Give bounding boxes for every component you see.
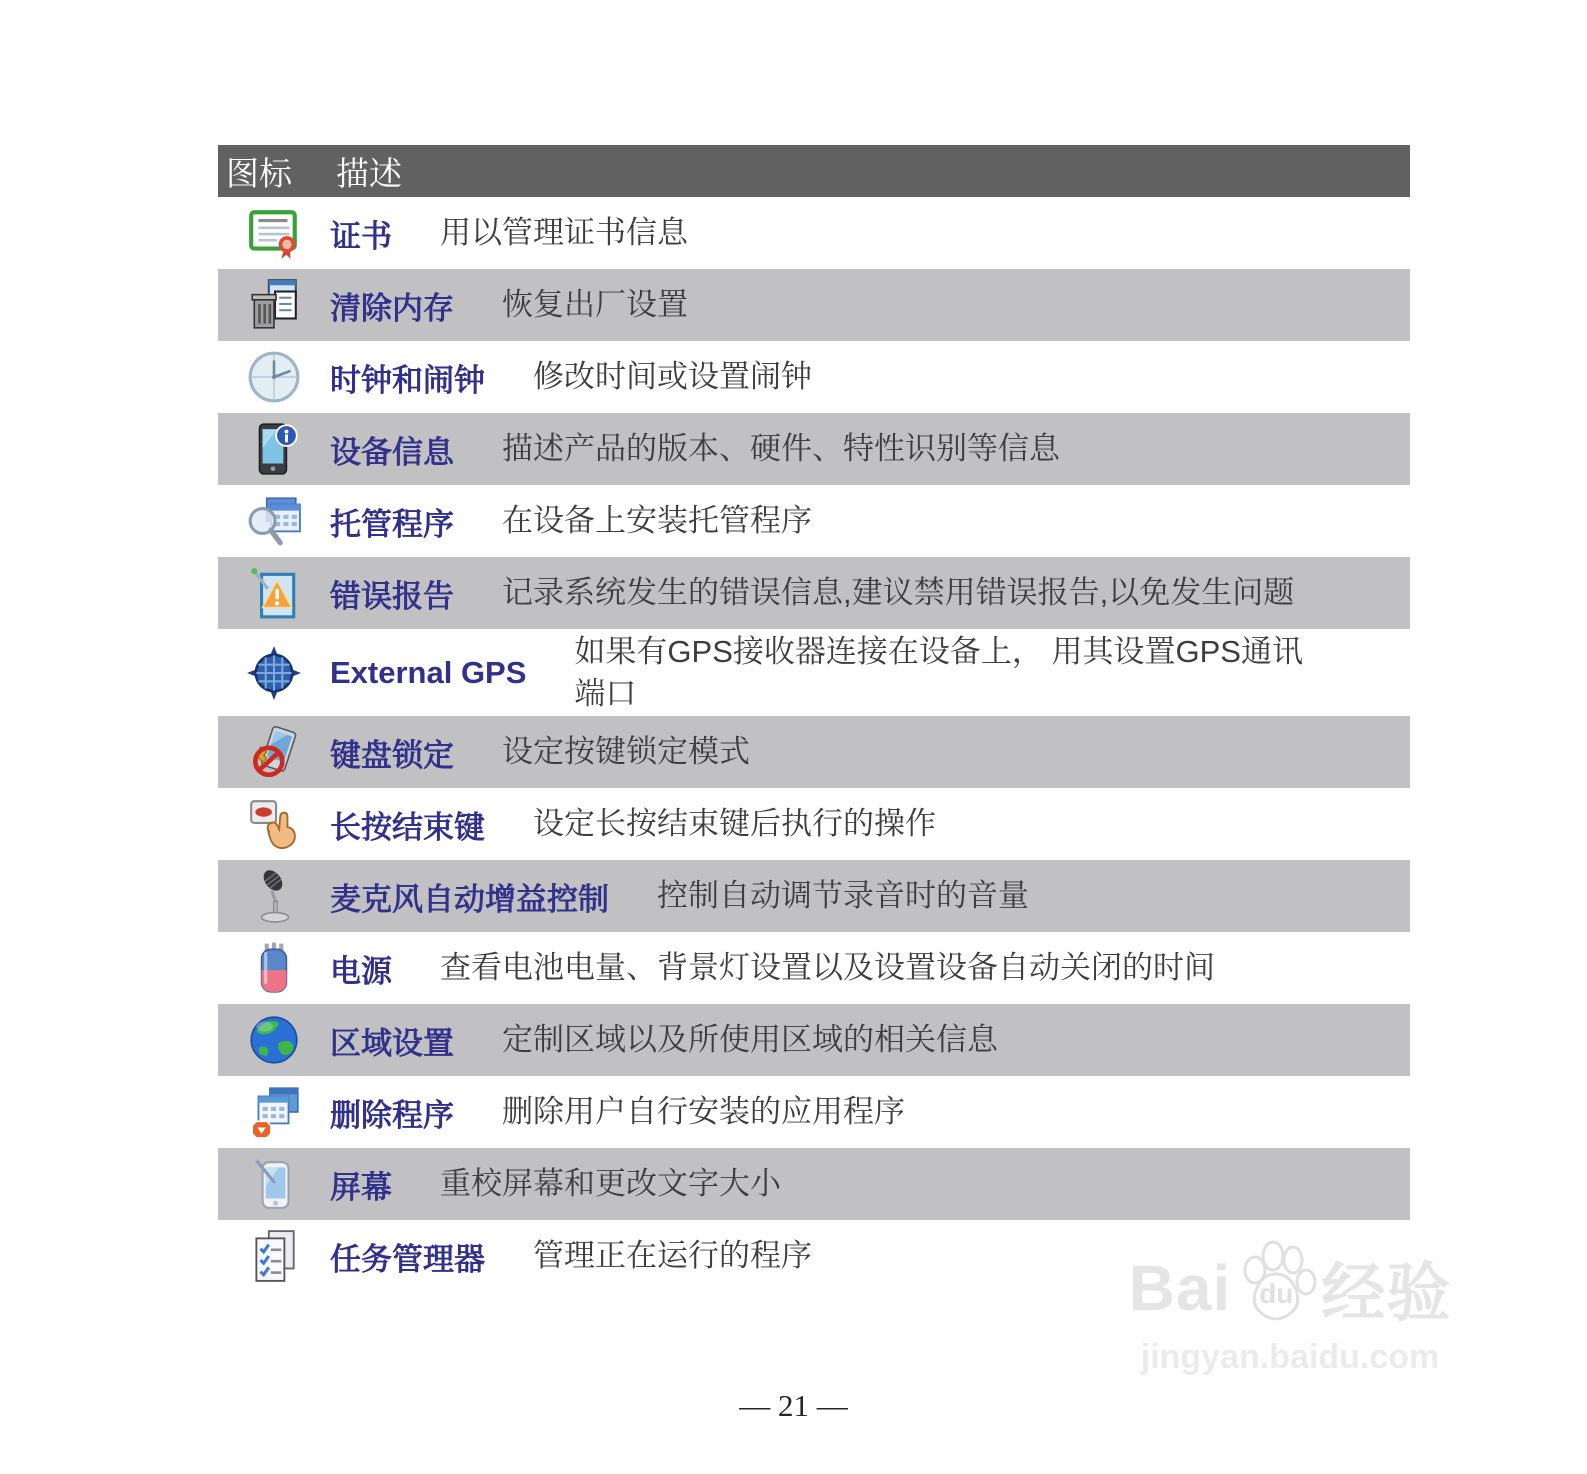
table-row <box>218 716 1410 788</box>
setting-name: 错误报告 <box>330 578 454 614</box>
setting-description: 修改时间或设置闹钟 <box>533 359 812 395</box>
setting-description: 定制区域以及所使用区域的相关信息 <box>502 1022 998 1058</box>
setting-name: 麦克风自动增益控制 <box>330 881 609 917</box>
setting-name: 设备信息 <box>330 434 454 470</box>
setting-description: 查看电池电量、背景灯设置以及设置设备自动关闭的时间 <box>440 950 1215 986</box>
clear-storage-icon <box>218 277 330 333</box>
setting-description-line1: 如果有GPS接收器连接在设备上， 用其设置GPS通讯 <box>574 634 1303 669</box>
table-row <box>218 1004 1410 1076</box>
watermark-url: jingyan.baidu.com <box>1140 1338 1440 1376</box>
table-row <box>218 1076 1410 1148</box>
long-press-end-key-icon <box>218 796 330 852</box>
setting-name: 屏幕 <box>330 1169 392 1205</box>
setting-name: 清除内存 <box>330 290 454 326</box>
microphone-icon <box>218 868 330 924</box>
external-gps-icon <box>218 645 330 701</box>
table-row <box>218 1148 1410 1220</box>
key-lock-icon <box>218 724 330 780</box>
device-info-icon <box>218 421 330 477</box>
setting-description: 设定按键锁定模式 <box>502 734 750 770</box>
setting-description <box>574 631 1303 714</box>
error-report-icon <box>218 565 330 621</box>
table-row <box>218 932 1410 1004</box>
setting-name: External GPS <box>330 654 527 690</box>
watermark-du-text: du <box>1259 1277 1294 1309</box>
setting-name: 任务管理器 <box>330 1241 485 1277</box>
setting-description: 控制自动调节录音时的音量 <box>657 878 1029 914</box>
clock-alarm-icon <box>218 349 330 405</box>
setting-description: 设定长按结束键后执行的操作 <box>533 806 936 842</box>
settings-icon-table <box>218 145 1410 1292</box>
setting-name: 区域设置 <box>330 1025 454 1061</box>
setting-name: 长按结束键 <box>330 809 485 845</box>
table-row <box>218 629 1410 716</box>
table-row <box>218 485 1410 557</box>
watermark-brand <box>1105 1240 1475 1336</box>
setting-description: 删除用户自行安装的应用程序 <box>502 1094 905 1130</box>
watermark-jingyan-text: 经验 <box>1321 1257 1452 1329</box>
watermark-bai-text: Bai <box>1128 1252 1232 1324</box>
setting-description: 管理正在运行的程序 <box>533 1238 812 1274</box>
certificate-icon <box>218 205 330 261</box>
setting-name: 电源 <box>330 953 392 989</box>
setting-description: 恢复出厂设置 <box>502 287 688 323</box>
table-row <box>218 557 1410 629</box>
setting-name: 时钟和闹钟 <box>330 362 485 398</box>
baidu-jingyan-watermark <box>1105 1240 1475 1377</box>
setting-name: 键盘锁定 <box>330 737 454 773</box>
table-row <box>218 341 1410 413</box>
setting-description-line2: 端口 <box>574 675 637 711</box>
table-header-bar <box>218 145 1410 197</box>
table-row <box>218 788 1410 860</box>
setting-name: 证书 <box>330 218 392 254</box>
managed-programs-icon <box>218 493 330 549</box>
table-row <box>218 269 1410 341</box>
setting-description: 记录系统发生的错误信息,建议禁用错误报告,以免发生问题 <box>502 575 1295 611</box>
setting-name: 托管程序 <box>330 506 454 542</box>
remove-programs-icon <box>218 1084 330 1140</box>
baidu-paw-icon <box>1233 1240 1319 1336</box>
setting-description: 描述产品的版本、硬件、特性识别等信息 <box>502 431 1060 467</box>
column-header-description: 描述 <box>336 154 402 192</box>
setting-description: 在设备上安装托管程序 <box>502 503 812 539</box>
task-manager-icon <box>218 1228 330 1284</box>
table-row <box>218 860 1410 932</box>
battery-icon <box>218 940 330 996</box>
globe-icon <box>218 1012 330 1068</box>
table-row <box>218 413 1410 485</box>
setting-description: 重校屏幕和更改文字大小 <box>440 1166 781 1202</box>
screen-icon <box>218 1156 330 1212</box>
column-header-icon: 图标 <box>226 154 292 192</box>
page-number: — 21 — <box>739 1388 848 1423</box>
table-row <box>218 197 1410 269</box>
setting-name: 删除程序 <box>330 1097 454 1133</box>
setting-description: 用以管理证书信息 <box>440 215 688 251</box>
